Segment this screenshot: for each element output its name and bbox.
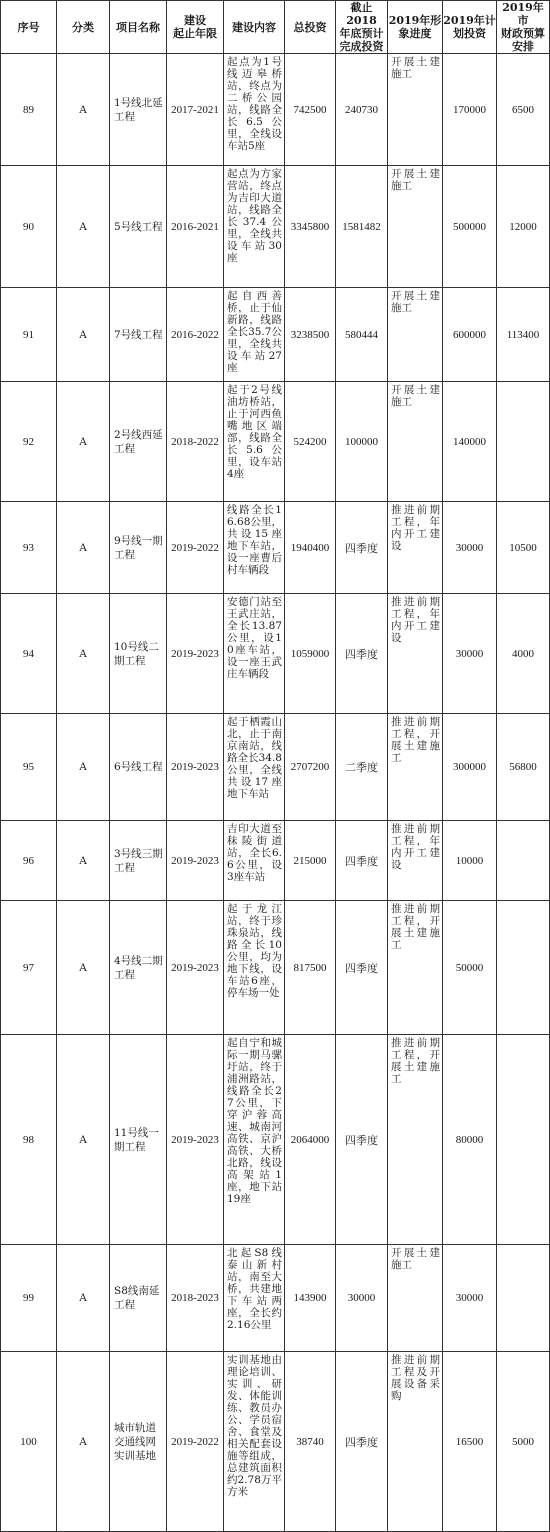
cell-category: A xyxy=(57,54,110,166)
cell-plan2019: 16500 xyxy=(443,1352,497,1532)
cell-seq: 89 xyxy=(1,54,57,166)
cell-name: 6号线工程 xyxy=(110,714,167,821)
cell-total: 2707200 xyxy=(285,714,336,821)
cell-done2018: 240730 xyxy=(336,54,388,166)
header-category: 分类 xyxy=(57,1,110,54)
header-total: 总投资 xyxy=(285,1,336,54)
cell-period: 2016-2022 xyxy=(167,288,224,382)
cell-total: 1940400 xyxy=(285,502,336,594)
cell-period: 2019-2023 xyxy=(167,821,224,901)
cell-total: 742500 xyxy=(285,54,336,166)
cell-category: A xyxy=(57,1035,110,1245)
cell-category: A xyxy=(57,166,110,288)
cell-done2018: 30000 xyxy=(336,1245,388,1352)
cell-name: 城市轨道交通线网实训基地 xyxy=(110,1352,167,1532)
cell-progress: 推进前期工程，开展土建施工 xyxy=(388,901,443,1035)
cell-name: 4号线二期工程 xyxy=(110,901,167,1035)
cell-seq: 100 xyxy=(1,1352,57,1532)
cell-category: A xyxy=(57,594,110,714)
cell-budget2019: 113400 xyxy=(497,288,550,382)
cell-period: 2017-2021 xyxy=(167,54,224,166)
table-body xyxy=(1,54,550,1532)
cell-budget2019: 56800 xyxy=(497,714,550,821)
cell-plan2019: 80000 xyxy=(443,1035,497,1245)
table-row xyxy=(1,288,550,382)
cell-done2018: 四季度 xyxy=(336,594,388,714)
cell-period: 2018-2022 xyxy=(167,382,224,502)
cell-plan2019: 600000 xyxy=(443,288,497,382)
cell-seq: 90 xyxy=(1,166,57,288)
cell-content: 起于2号线油坊桥站，止于河西鱼嘴地区端部，线路全长5.6公里，设车站4座 xyxy=(224,382,285,502)
cell-budget2019: 4000 xyxy=(497,594,550,714)
cell-done2018: 四季度 xyxy=(336,901,388,1035)
cell-plan2019: 300000 xyxy=(443,714,497,821)
cell-period: 2019-2023 xyxy=(167,714,224,821)
table-row xyxy=(1,1035,550,1245)
cell-content: 起自宁和城际一期马骡圩站，终于浦洲路站，线路全长27公里，下穿沪蓉高速、城南河高铁、京沪高铁、大桥北路，线设高架站1座，地下站19座 xyxy=(224,1035,285,1245)
cell-progress: 推进前期工程，年内开工建设 xyxy=(388,502,443,594)
cell-period: 2019-2023 xyxy=(167,901,224,1035)
header-plan2019: 2019年计 划投资 xyxy=(443,1,497,54)
cell-content: 起点为1号线迈皋桥站，终点为二桥公园站，线路全长6.5公里，全线设车站5座 xyxy=(224,54,285,166)
header-content: 建设内容 xyxy=(224,1,285,54)
cell-category: A xyxy=(57,1245,110,1352)
cell-category: A xyxy=(57,502,110,594)
cell-progress: 开展土建施工 xyxy=(388,166,443,288)
cell-budget2019: 6500 xyxy=(497,54,550,166)
cell-period: 2018-2023 xyxy=(167,1245,224,1352)
cell-total: 3345800 xyxy=(285,166,336,288)
cell-total: 524200 xyxy=(285,382,336,502)
table-row xyxy=(1,166,550,288)
table-row xyxy=(1,382,550,502)
header-budget2019: 2019年市 财政预算 安排 xyxy=(497,1,550,54)
table-row xyxy=(1,54,550,166)
header-progress: 2019年形 象进度 xyxy=(388,1,443,54)
table-row xyxy=(1,1352,550,1532)
cell-total: 38740 xyxy=(285,1352,336,1532)
cell-name: 7号线工程 xyxy=(110,288,167,382)
cell-plan2019: 50000 xyxy=(443,901,497,1035)
cell-progress: 推进前期工程，开展土建施工 xyxy=(388,1035,443,1245)
cell-period: 2019-2023 xyxy=(167,1035,224,1245)
cell-category: A xyxy=(57,382,110,502)
cell-name: 11号线一期工程 xyxy=(110,1035,167,1245)
cell-done2018: 四季度 xyxy=(336,1035,388,1245)
cell-budget2019 xyxy=(497,382,550,502)
cell-total: 143900 xyxy=(285,1245,336,1352)
cell-done2018: 四季度 xyxy=(336,821,388,901)
cell-content: 北起S8线泰山新村站，南至大桥，共建地下车站两座，全长约2.16公里 xyxy=(224,1245,285,1352)
header-seq: 序号 xyxy=(1,1,57,54)
cell-content: 线路全长16.68公里，共设15座地下车站，设一座曹后村车辆段 xyxy=(224,502,285,594)
cell-progress: 推进前期工程，年内开工建设 xyxy=(388,594,443,714)
cell-plan2019: 140000 xyxy=(443,382,497,502)
cell-progress: 开展土建施工 xyxy=(388,54,443,166)
cell-budget2019 xyxy=(497,1245,550,1352)
cell-content: 安德门站至王武庄站，全长13.87公里，设10座车站，设一座王武庄车辆段 xyxy=(224,594,285,714)
cell-seq: 96 xyxy=(1,821,57,901)
cell-content: 起于栖霞山北，止于南京南站，线路全长34.8公里，全线共设17座地下车站 xyxy=(224,714,285,821)
cell-seq: 94 xyxy=(1,594,57,714)
header-name: 项目名称 xyxy=(110,1,167,54)
table-row xyxy=(1,502,550,594)
cell-period: 2016-2021 xyxy=(167,166,224,288)
cell-budget2019: 12000 xyxy=(497,166,550,288)
cell-plan2019: 10000 xyxy=(443,821,497,901)
cell-total: 817500 xyxy=(285,901,336,1035)
cell-name: 1号线北延工程 xyxy=(110,54,167,166)
cell-seq: 93 xyxy=(1,502,57,594)
table-row xyxy=(1,594,550,714)
header-period: 建设 起止年限 xyxy=(167,1,224,54)
cell-budget2019 xyxy=(497,821,550,901)
cell-done2018: 四季度 xyxy=(336,1352,388,1532)
cell-budget2019: 10500 xyxy=(497,502,550,594)
cell-plan2019: 30000 xyxy=(443,502,497,594)
cell-total: 2064000 xyxy=(285,1035,336,1245)
cell-done2018: 四季度 xyxy=(336,502,388,594)
cell-plan2019: 30000 xyxy=(443,1245,497,1352)
cell-content: 实训基地由理论培训、实训、研发、体能训练、教员办公、学员宿舍、食堂及相关配套设施等组成，总建筑面积约2.78万平方米 xyxy=(224,1352,285,1532)
cell-name: 3号线三期工程 xyxy=(110,821,167,901)
cell-seq: 99 xyxy=(1,1245,57,1352)
cell-category: A xyxy=(57,714,110,821)
cell-budget2019: 5000 xyxy=(497,1352,550,1532)
cell-name: S8线南延工程 xyxy=(110,1245,167,1352)
cell-progress: 开展土建施工 xyxy=(388,1245,443,1352)
cell-seq: 92 xyxy=(1,382,57,502)
cell-seq: 91 xyxy=(1,288,57,382)
cell-done2018: 100000 xyxy=(336,382,388,502)
table-row xyxy=(1,901,550,1035)
cell-total: 215000 xyxy=(285,821,336,901)
cell-name: 5号线工程 xyxy=(110,166,167,288)
cell-period: 2019-2023 xyxy=(167,594,224,714)
table-row xyxy=(1,714,550,821)
cell-content: 起于龙江站，终于珍珠泉站，线路全长10公里，均为地下线，设车站6座，停车场一处 xyxy=(224,901,285,1035)
cell-category: A xyxy=(57,288,110,382)
table-row xyxy=(1,1245,550,1352)
cell-seq: 97 xyxy=(1,901,57,1035)
cell-plan2019: 170000 xyxy=(443,54,497,166)
cell-done2018: 580444 xyxy=(336,288,388,382)
header-done2018: 截止2018 年底预计 完成投资 xyxy=(336,1,388,54)
cell-content: 吉印大道至秣陵街道站，全长6.6公里，设3座车站 xyxy=(224,821,285,901)
cell-progress: 开展土建施工 xyxy=(388,382,443,502)
cell-progress: 推进前期工程，开展土建施工 xyxy=(388,714,443,821)
cell-content: 起自西善桥，止于仙新路，线路全长35.7公里，全线共设车站27座 xyxy=(224,288,285,382)
cell-plan2019: 500000 xyxy=(443,166,497,288)
cell-progress: 开展土建施工 xyxy=(388,288,443,382)
cell-category: A xyxy=(57,821,110,901)
cell-progress: 推进前期工程及开展设备采购 xyxy=(388,1352,443,1532)
cell-budget2019 xyxy=(497,901,550,1035)
cell-name: 10号线二期工程 xyxy=(110,594,167,714)
cell-name: 2号线西延工程 xyxy=(110,382,167,502)
table-row xyxy=(1,821,550,901)
cell-total: 1059000 xyxy=(285,594,336,714)
cell-name: 9号线一期工程 xyxy=(110,502,167,594)
cell-seq: 95 xyxy=(1,714,57,821)
cell-budget2019 xyxy=(497,1035,550,1245)
cell-category: A xyxy=(57,1352,110,1532)
cell-category: A xyxy=(57,901,110,1035)
cell-period: 2019-2022 xyxy=(167,502,224,594)
cell-done2018: 1581482 xyxy=(336,166,388,288)
cell-total: 3238500 xyxy=(285,288,336,382)
cell-seq: 98 xyxy=(1,1035,57,1245)
cell-content: 起点为方家营站，终点为吉印大道站，线路全长37.4公里，全线共设车站30座 xyxy=(224,166,285,288)
cell-done2018: 二季度 xyxy=(336,714,388,821)
cell-plan2019: 30000 xyxy=(443,594,497,714)
table-header xyxy=(1,1,550,54)
cell-period: 2019-2022 xyxy=(167,1352,224,1532)
cell-progress: 推进前期工程，年内开工建设 xyxy=(388,821,443,901)
